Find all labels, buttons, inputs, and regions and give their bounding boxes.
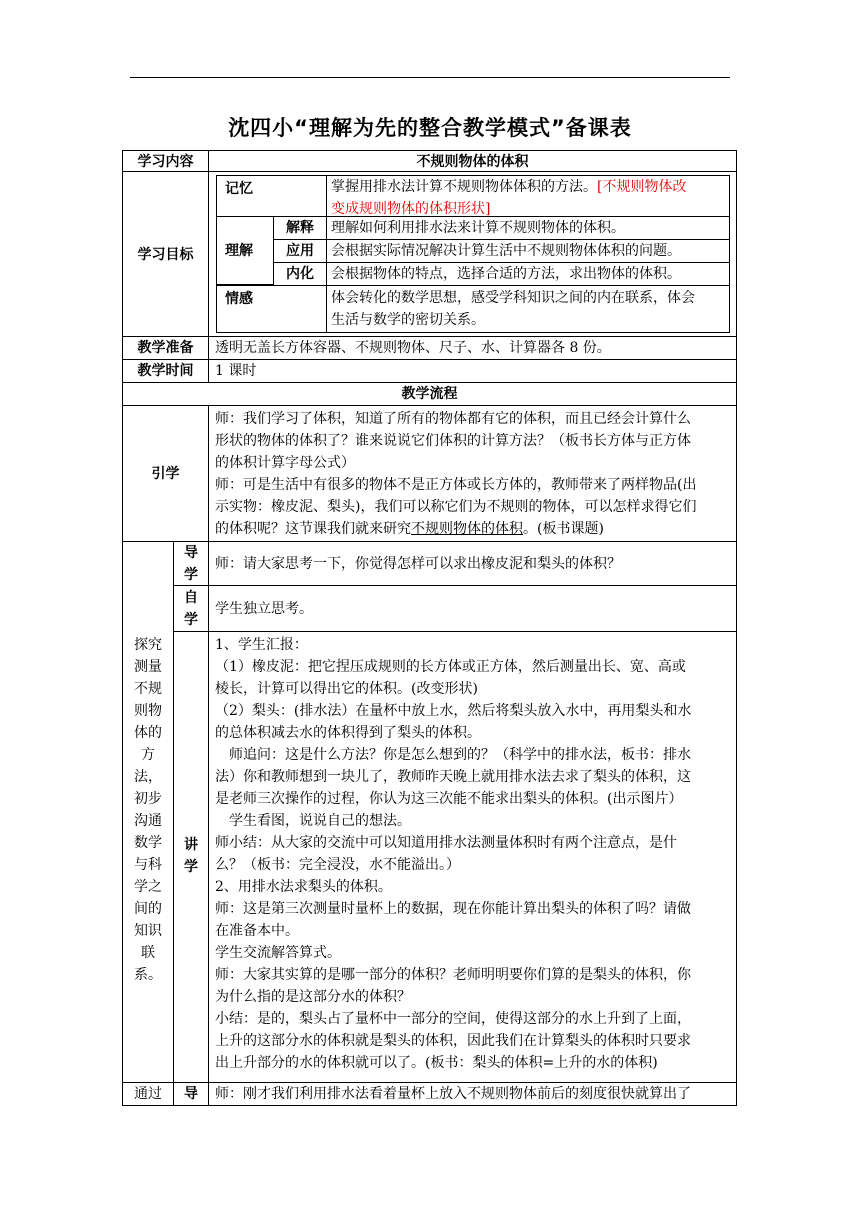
intro-line: 形状的物体的体积了？谁来说说它们体积的计算方法？（板书长方体与正方体 [215,433,691,449]
prep-value-cell: 透明无盖长方体容器、不规则物体、尺子、水、计算器各 8 份。 [208,336,737,360]
lecture-text-cell [208,631,737,1083]
explore-label-cell [122,541,174,1083]
internalize-label: 内化 [273,262,327,286]
lecture-line: 的总体积减去水的体积得到了梨头的体积。 [215,725,481,741]
lecture-line: 出上升部分的水的体积就可以了。(板书：梨头的体积=上升的水的体积) [215,1055,658,1071]
time-value-cell: 1 课时 [208,359,737,383]
intro-line: 师：可是生活中有很多的物体不是正方体或长方体的，教师带来了两样物品(出 [215,477,697,493]
emotion-line-2: 生活与数学的密切关系。 [331,312,485,328]
intro-line: 的体积计算字母公式） [215,455,355,471]
explain-text: 理解如何利用排水法来计算不规则物体的体积。 [326,216,730,240]
understand-label: 理解 [216,216,274,285]
emotion-label: 情感 [216,285,327,333]
intro-last-end: 。(板书课题) [523,521,604,537]
lecture-line: 么？（板书：完全浸没，水不能溢出。） [215,857,460,873]
lecture-line: 学生看图，说说自己的想法。 [215,813,411,829]
memorize-note-1: [不规则物体改 [597,179,687,195]
emotion-text [326,285,730,333]
intro-label-cell: 引学 [122,405,209,542]
goals-label-cell: 学习目标 [122,171,209,337]
intro-text-cell [208,405,737,542]
memorize-note-2: 变成规则物体的体积形状] [331,201,491,217]
lecture-line: 学生交流解答算式。 [215,945,341,961]
emotion-line-1: 体会转化的数学思想，感受学科知识之间的内在联系，体会 [331,290,695,306]
last-row-text: 师：刚才我们利用排水法看着量杯上放入不规则物体前后的刻度很快就算出了 [208,1082,737,1106]
apply-label: 应用 [273,239,327,263]
explore-label: 探究 测量 不规 则物 体的 方 法， 初步 沟通 数学 与科 学之 间的 知识 联 系。 [134,637,162,983]
explain-label: 解释 [273,216,327,240]
lecture-line: 为什么指的是这部分水的体积？ [215,989,411,1005]
self-text-cell: 学生独立思考。 [208,585,737,632]
lecture-line: 师小结：从大家的交流中可以知道用排水法测量体积时有两个注意点，是什 [215,835,677,851]
content-value-cell: 不规则物体的体积 [208,150,737,172]
page-title: 沈四小“理解为先的整合教学模式”备课表 [228,116,632,140]
intro-line: 师：我们学习了体积，知道了所有的物体都有它的体积，而且已经会计算什么 [215,411,691,427]
intro-line: 示实物：橡皮泥、梨头)，我们可以称它们为不规则的物体，可以怎样求得它们 [215,499,697,515]
apply-text: 会根据实际情况解决计算生活中不规则物体体积的问题。 [326,239,730,263]
lecture-line: （1）橡皮泥：把它捏压成规则的长方体或正方体，然后测量出长、宽、高或 [215,659,686,675]
lecture-line: 棱长，计算可以得出它的体积。(改变形状) [215,681,478,697]
lecture-line: 上升的这部分水的体积就是梨头的体积，因此我们在计算梨头的体积时只要求 [215,1033,691,1049]
flow-header: 教学流程 [122,382,737,406]
time-label-cell: 教学时间 [122,359,209,383]
lecture-line: 法）你和教师想到一块儿了，教师昨天晚上就用排水法去求了梨头的体积，这 [215,769,691,785]
lecture-line: 是老师三次操作的过程，你认为这三次能不能求出梨头的体积。(出示图片） [215,791,683,807]
lecture-line: 师追问：这是什么方法？你是怎么想到的？（科学中的排水法，板书：排水 [215,747,691,763]
lecture-line: 师：这是第三次测量时量杯上的数据，现在你能计算出梨头的体积了吗？请做 [215,901,691,917]
lecture-line: 师：大家其实算的是哪一部分的体积？老师明明要你们算的是梨头的体积，你 [215,967,691,983]
lecture-line: 1、学生汇报： [215,637,308,653]
lecture-label-cell: 讲 学 [173,631,209,1083]
lecture-line: （2）梨头：(排水法）在量杯中放上水，然后将梨头放入水中，再用梨头和水 [215,703,692,719]
intro-topic-underlined: 不规则物体的体积 [411,521,523,537]
memorize-text [326,175,730,217]
lecture-line: 小结：是的，梨头占了量杯中一部分的空间，使得这部分的水上升到了上面， [215,1011,691,1027]
guide-text-cell: 师：请大家思考一下，你觉得怎样可以求出橡皮泥和梨头的体积？ [208,541,737,586]
header-rule [130,77,730,78]
self-label-cell: 自 学 [173,585,209,632]
memorize-label: 记忆 [216,175,327,217]
memorize-main: 掌握用排水法计算不规则物体体积的方法。 [331,179,597,195]
last-row-label: 通过 [122,1082,174,1106]
lecture-line: 在准备本中。 [215,923,299,939]
prep-label-cell: 教学准备 [122,336,209,360]
intro-last-start: 的体积呢？这节课我们就来研究 [215,521,411,537]
guide-label-cell: 导 学 [173,541,209,586]
last-row-sub-label: 导 [173,1082,209,1106]
internalize-text: 会根据物体的特点，选择合适的方法，求出物体的体积。 [326,262,730,286]
lecture-line: 2、用排水法求梨头的体积。 [215,879,392,895]
content-label-cell: 学习内容 [122,150,209,172]
